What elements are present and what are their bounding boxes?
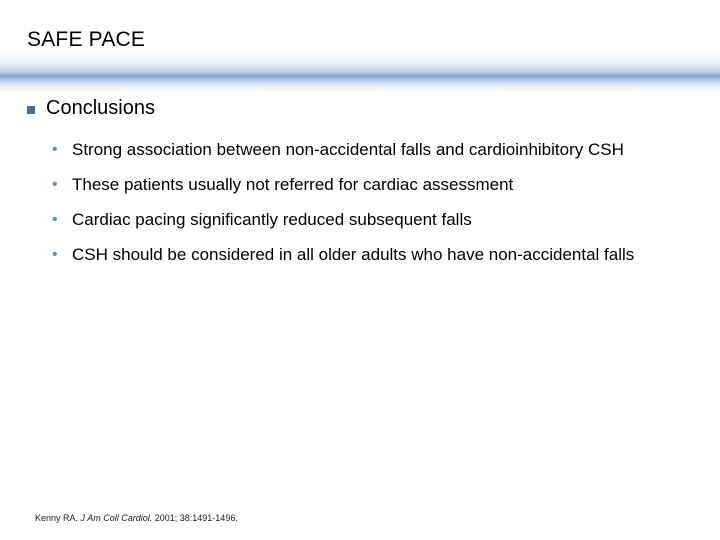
slide-title: SAFE PACE (27, 28, 146, 51)
dot-bullet-icon: • (52, 141, 58, 158)
bullet-text: CSH should be considered in all older adults who have non-accidental falls (72, 245, 635, 264)
square-bullet-icon (27, 106, 35, 114)
citation-journal: J Am Coll Cardiol. (80, 513, 153, 523)
list-item (52, 244, 692, 265)
list-item (52, 209, 692, 230)
conclusions-heading (27, 97, 155, 120)
dot-bullet-icon: • (52, 246, 58, 263)
citation (35, 513, 238, 523)
dot-bullet-icon: • (52, 176, 58, 193)
bullet-text: Strong association between non-accidental falls and cardioinhibitory CSH (72, 140, 624, 159)
conclusions-list (52, 139, 692, 279)
list-item (52, 174, 692, 195)
conclusions-label: Conclusions (46, 97, 155, 119)
bullet-text: These patients usually not referred for cardiac assessment (72, 175, 514, 194)
citation-details: 2001; 38:1491-1496. (154, 513, 238, 523)
dot-bullet-icon: • (52, 211, 58, 228)
list-item (52, 139, 692, 160)
citation-authors: Kenny RA, (35, 513, 79, 523)
bullet-text: Cardiac pacing significantly reduced subsequent falls (72, 210, 472, 229)
